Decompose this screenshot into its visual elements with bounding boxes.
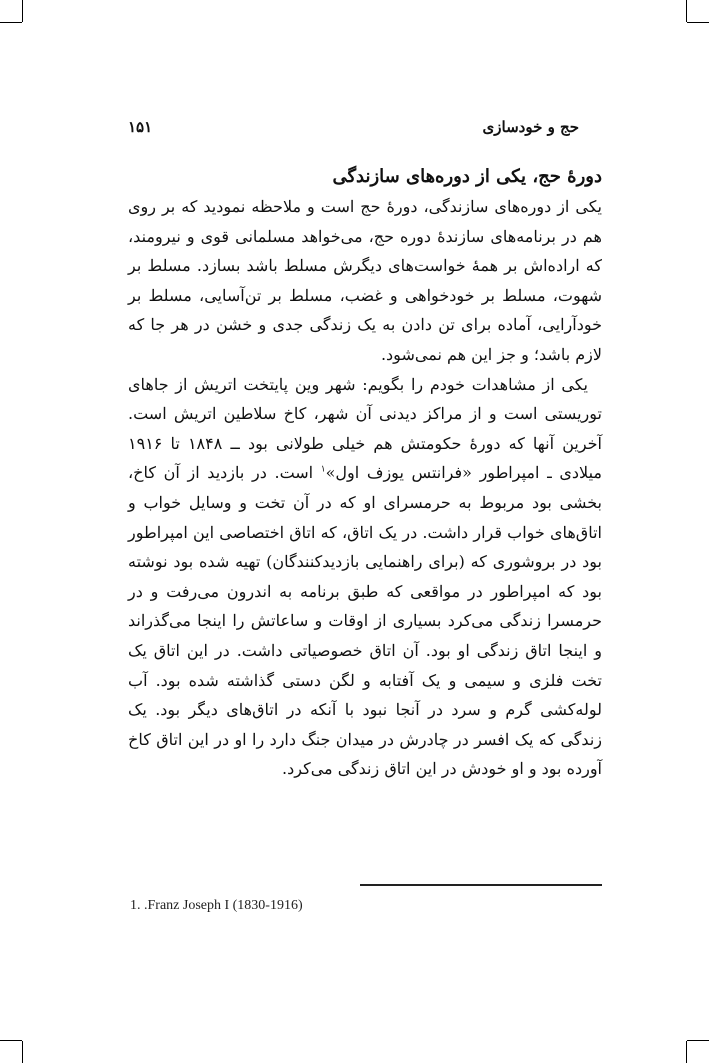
running-title: حج و خودسازی — [482, 118, 579, 136]
crop-mark-bottom-left-v — [22, 1041, 23, 1063]
crop-mark-top-left-v — [22, 0, 23, 22]
page-body — [128, 164, 602, 784]
paragraph-2-end: است. در بازدید از آن کاخ، بخشی بود مربوط به حرمسرای او که در آن تخت و وسایل خواب و اتاق‌های خواب قرار داشت. در یک اتاق، که اتاق اختصاصی این امپراطور بود در بروشوری که (برای راهنمایی بازدیدکنندگان) تهیه شده بود نوشته بود که امپراطور در مواقعی که طبق برنامه به اندرون می‌رفت و در حرمسرا زندگی می‌کرد بسیاری از اوقات و ساعاتش را اینجا می‌گذراند و اینجا اتاق زندگی او بود. آن اتاق خصوصیاتی داشت. در این اتاق یک تخت فلزی و سیمی و یک آفتابه و لگن دستی گذاشته شده بود. آب لوله‌کشی گرم و سرد در آنجا نبود با آنکه در اتاق‌های دیگر بود. یک زندگی که یک افسر در چادرش در میدان جنگ دارد را او در این اتاق کاخ آورده بود و او خودش در این اتاق زندگی می‌کرد. — [128, 463, 602, 779]
paragraph-1: یکی از دوره‌های سازندگی، دورۀ حج است و ملاحظه نمودید که بر روی هم در برنامه‌های سازندۀ دوره حج، می‌خواهد مسلمانی قوی و نیرومند، که اراده‌اش بر همۀ خواست‌های دیگرش مسلط باشد بسازد. مسلط بر شهوت، مسلط بر خودخواهی و غضب، مسلط بر تن‌آسایی، مسلط بر خودآرایی، آماده برای تن دادن به یک زندگی جدی و خشن در هر جا که لازم باشد؛ و جز این هم نمی‌شود. — [128, 197, 602, 364]
crop-mark-bottom-left-h — [0, 1040, 22, 1041]
footnote-separator — [360, 884, 602, 886]
section-heading: دورۀ حج، یکی از دوره‌های سازندگی — [332, 166, 602, 187]
footnote: 1. .Franz Joseph I (1830-1916) — [130, 898, 303, 913]
crop-mark-top-left-h — [0, 22, 22, 23]
paragraph-2 — [128, 370, 602, 784]
crop-mark-bottom-right-h — [687, 1040, 709, 1041]
paragraph-2-start: یکی از مشاهدات خودم را بگویم: شهر وین پایتخت اتریش از جاهای توریستی است و از مراکز دیدنی آن شهر، کاخ سلاطین اتریش است. آخرین آنها که دورۀ حکومتش هم خیلی طولانی بود ــ ۱۸۴۸ تا ۱۹۱۶ میلادی ـ امپراطور «فرانتس یوزف اول» — [128, 374, 602, 483]
crop-mark-top-right-v — [686, 0, 687, 22]
crop-mark-bottom-right-v — [686, 1041, 687, 1063]
footnote-reference[interactable]: ۱ — [320, 465, 326, 476]
crop-mark-top-right-h — [687, 22, 709, 23]
page-header — [128, 118, 579, 142]
page-number: ۱۵۱ — [128, 118, 153, 136]
